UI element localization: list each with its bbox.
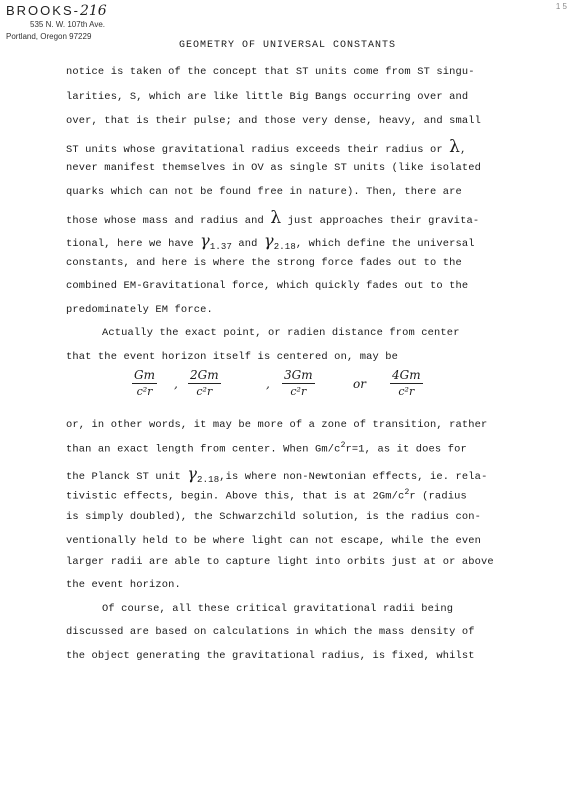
text-span: , which define the universal xyxy=(295,238,475,250)
text-line: predominately EM force. xyxy=(66,304,213,316)
text-span: r=1, as it does for xyxy=(345,443,467,456)
formula-numerator: 4Gm xyxy=(392,368,421,382)
lambda-symbol: λ xyxy=(449,137,461,157)
subscript: 2.18 xyxy=(197,475,220,486)
text-line: over, that is their pulse; and those very dense, heavy, and small xyxy=(66,115,482,127)
text-line: Actually the exact point, or radien distance from center xyxy=(102,327,460,339)
formula-denominator: c²r xyxy=(290,385,307,398)
address-stamp xyxy=(6,4,107,42)
author-stamp-name xyxy=(6,4,107,18)
text-span: the Planck ST unit xyxy=(66,471,188,483)
text-line: is simply doubled), the Schwarzchild solution, is the radius con- xyxy=(66,511,482,523)
text-span: those whose mass and radius and xyxy=(66,215,271,227)
text-span: r (radius xyxy=(409,490,467,503)
text-span: ST units whose gravitational radius exceeds their radius or xyxy=(66,144,450,156)
text-line: never manifest themselves in OV as single ST units (like isolated xyxy=(66,162,482,174)
text-line: Of course, all these critical gravitational radii being xyxy=(102,603,454,615)
formula-separator: , xyxy=(174,377,178,391)
superscript: 2 xyxy=(340,441,346,450)
text-line xyxy=(66,208,479,228)
stamp-name-text: BROOKS- xyxy=(6,3,80,18)
gamma-symbol: γ xyxy=(187,464,198,483)
text-line: or, in other words, it may be more of a zone of transition, rather xyxy=(66,419,488,431)
stamp-street: 535 N. W. 107th Ave. xyxy=(30,20,106,29)
text-line: discussed are based on calculations in which the mass density of xyxy=(66,626,475,638)
formula-denominator: c²r xyxy=(196,385,213,398)
text-span: tivistic effects, begin. Above this, that is at 2Gm/c xyxy=(66,490,405,503)
formula-fraction xyxy=(188,368,221,399)
text-line: ventionally held to be where light can not escape, while the even xyxy=(66,535,482,547)
text-line: larger radii are able to capture light into orbits just at or above xyxy=(66,556,494,568)
text-line: the event horizon. xyxy=(66,579,181,591)
corner-mark: 1 5 xyxy=(555,2,567,11)
text-line: quarks which can not be found free in nature). Then, there are xyxy=(66,186,462,198)
text-line: the object generating the gravitational radius, is fixed, whilst xyxy=(66,650,475,662)
formula-fraction xyxy=(390,368,423,399)
formula-separator: or xyxy=(353,377,366,391)
formula-numerator: 2Gm xyxy=(190,368,219,382)
lambda-symbol: λ xyxy=(270,208,282,228)
handwritten-number: 216 xyxy=(79,3,107,19)
formula-fraction xyxy=(132,368,157,399)
gamma-symbol: γ xyxy=(263,231,274,250)
text-line xyxy=(66,441,467,455)
formula-separator: , xyxy=(266,377,270,391)
text-line xyxy=(66,488,467,502)
text-span: than an exact length from center. When Gm/c xyxy=(66,443,341,456)
text-line: combined EM-Gravitational force, which quickly fades out to the xyxy=(66,280,469,292)
text-line: larities, S, which are like little Big Bangs occurring over and xyxy=(66,91,469,103)
formula-numerator: Gm xyxy=(134,368,155,382)
formula-denominator: c²r xyxy=(136,385,153,398)
text-line xyxy=(66,231,475,252)
text-span: ,is where non-Newtonian effects, ie. rela- xyxy=(219,471,488,483)
text-line: notice is taken of the concept that ST units come from ST singu- xyxy=(66,66,475,78)
gamma-symbol: γ xyxy=(200,231,210,250)
text-span: just approaches their gravita- xyxy=(281,215,480,227)
text-line: that the event horizon itself is centered on, may be xyxy=(66,351,399,363)
text-line xyxy=(66,464,487,485)
formula-fraction xyxy=(282,368,315,399)
handwritten-formulas xyxy=(118,364,458,408)
page-title: GEOMETRY OF UNIVERSAL CONSTANTS xyxy=(178,40,397,51)
stamp-city: Portland, Oregon 97229 xyxy=(6,32,92,41)
superscript: 2 xyxy=(404,488,410,497)
subscript: 2.18 xyxy=(273,242,296,253)
text-span: and xyxy=(232,238,264,250)
formula-numerator: 3Gm xyxy=(284,368,313,382)
formula-denominator: c²r xyxy=(398,385,415,398)
text-line: constants, and here is where the strong force fades out to the xyxy=(66,257,462,269)
text-span: , xyxy=(460,144,467,156)
text-line xyxy=(66,137,466,157)
subscript: 1.37 xyxy=(209,242,233,253)
text-span: tional, here we have xyxy=(66,238,201,250)
